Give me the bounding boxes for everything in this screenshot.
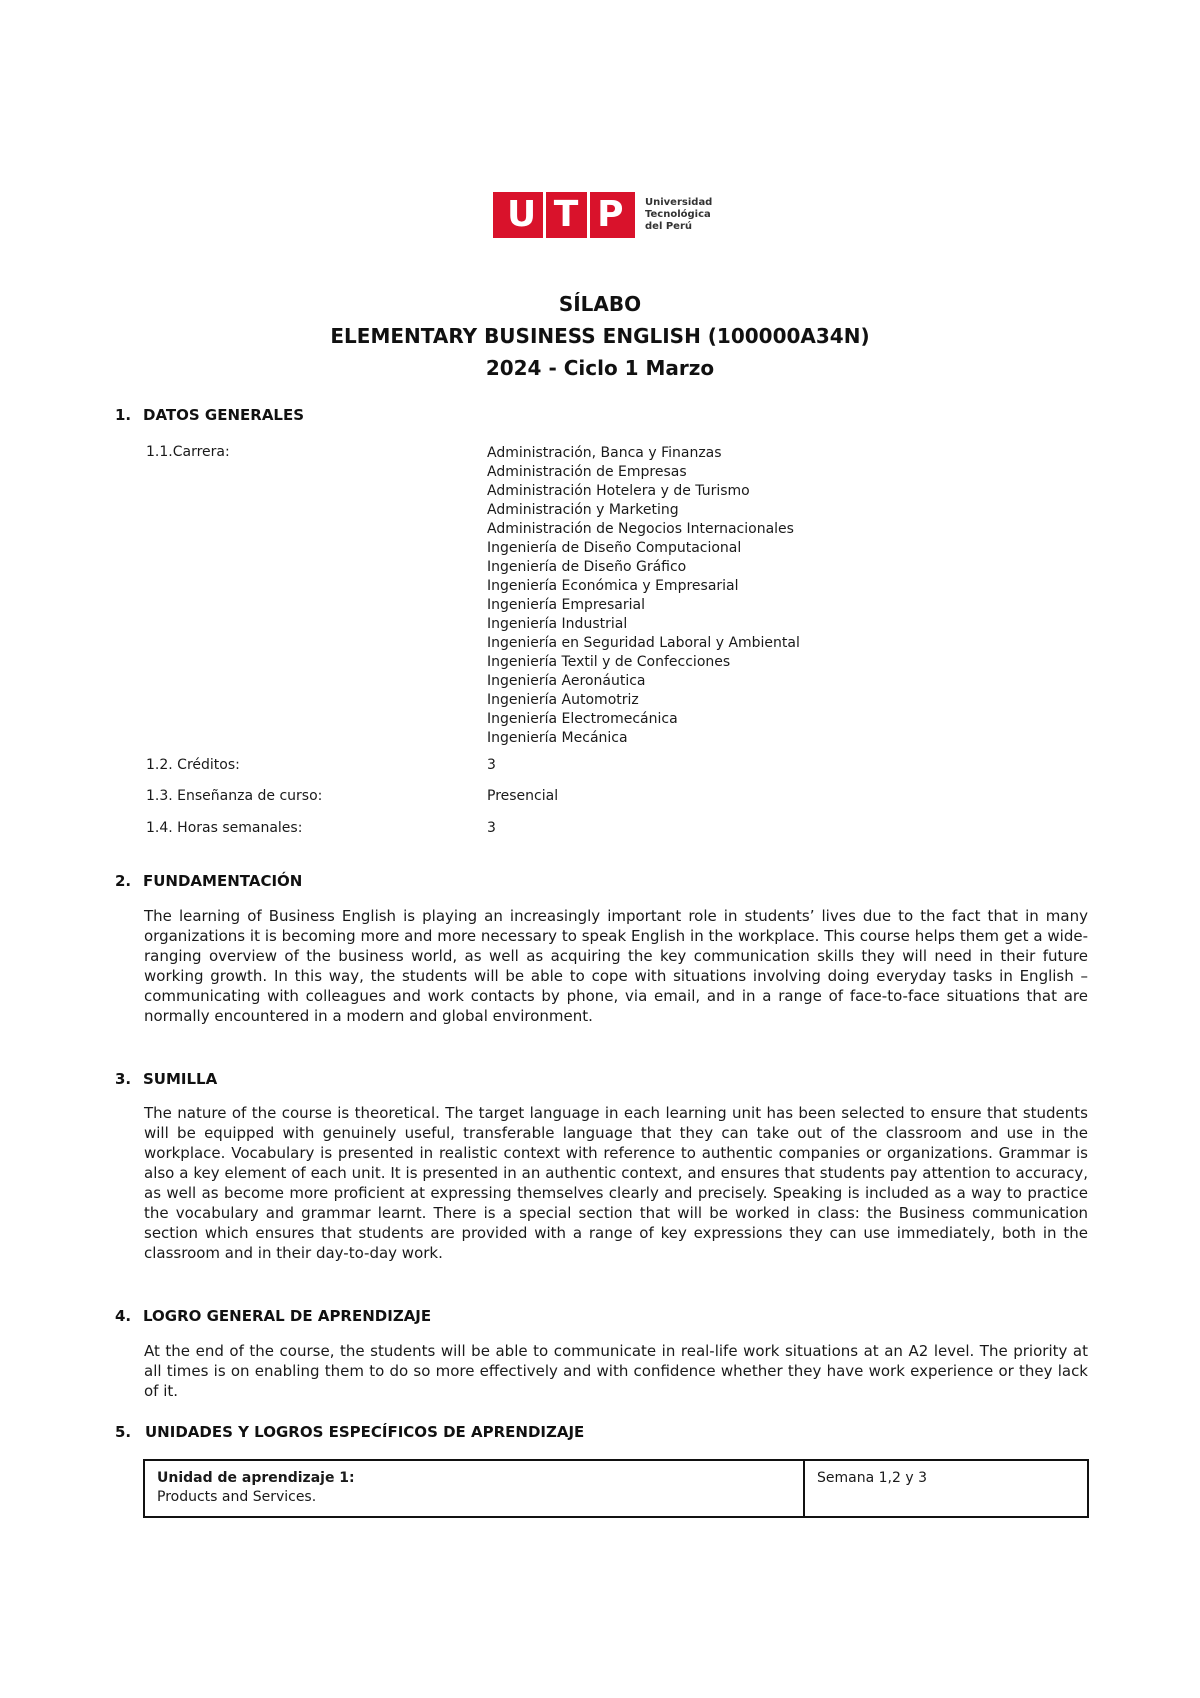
document-title-block	[0, 288, 1200, 384]
period-title: 2024 - Ciclo 1 Marzo	[485, 356, 715, 380]
logo-text-line: del Perú	[645, 221, 693, 232]
hours-value: 3	[487, 820, 496, 836]
credits-label: 1.2. Créditos:	[146, 757, 240, 773]
career-item: Ingeniería de Diseño Computacional	[487, 540, 742, 556]
unit-table	[143, 1459, 1089, 1518]
section-number: 3.	[115, 1070, 132, 1088]
career-item: Ingeniería Electromecánica	[487, 711, 678, 727]
career-label: 1.1.Carrera:	[146, 444, 230, 460]
course-title: ELEMENTARY BUSINESS ENGLISH (100000A34N)	[330, 324, 870, 348]
section-number: 4.	[115, 1307, 132, 1325]
unit-name: Products and Services.	[157, 1489, 317, 1505]
unit-weeks: Semana 1,2 y 3	[817, 1470, 927, 1486]
logo-letter-t: T	[543, 192, 586, 238]
logo-text-line: Universidad	[645, 197, 713, 208]
career-item: Administración Hotelera y de Turismo	[487, 483, 750, 499]
section-number: 5.	[115, 1423, 132, 1441]
section-title: FUNDAMENTACIÓN	[143, 872, 303, 890]
credits-value: 3	[487, 757, 496, 773]
unit-weeks-cell	[805, 1461, 1087, 1516]
career-item: Ingeniería Textil y de Confecciones	[487, 654, 731, 670]
career-item: Ingeniería Empresarial	[487, 597, 645, 613]
section-number: 2.	[115, 872, 132, 890]
section-heading-fundamentacion	[115, 872, 302, 890]
logo-letter-p: P	[587, 192, 630, 238]
section-title: DATOS GENERALES	[143, 406, 305, 424]
mode-label: 1.3. Enseñanza de curso:	[146, 788, 323, 804]
section-title: UNIDADES Y LOGROS ESPECÍFICOS DE APRENDIZAJE	[145, 1423, 585, 1441]
hours-label: 1.4. Horas semanales:	[146, 820, 303, 836]
career-item: Ingeniería en Seguridad Laboral y Ambiental	[487, 635, 800, 651]
unit-cell	[145, 1461, 805, 1516]
career-item: Administración y Marketing	[487, 502, 679, 518]
section-number: 1.	[115, 406, 132, 424]
section-title: SUMILLA	[143, 1070, 218, 1088]
logo-text-line: Tecnológica	[645, 209, 711, 220]
career-item: Ingeniería de Diseño Gráfico	[487, 559, 687, 575]
logro-general-text: At the end of the course, the students will be able to communicate in real-life work situations at an A2 level. The priority at all times is on enabling them to do so more effectively and with confidence whether they have work experience or they lack of it.	[144, 1342, 1088, 1400]
logo-letter-u: U	[507, 194, 537, 235]
document-title: SÍLABO	[558, 292, 642, 316]
career-item: Administración de Empresas	[487, 464, 687, 480]
career-item: Ingeniería Económica y Empresarial	[487, 578, 739, 594]
fundamentacion-text: The learning of Business English is playing an increasingly important role in students’ lives due to the fact that in many organizations it is becoming more and more necessary to speak English in the workplace. This course helps them get a wide-ranging overview of the business world, as well as acquiring the key communication skills they will need in their future working growth. In this way, the students will be able to cope with situations involving doing everyday tasks in English – communicating with colleagues and work contacts by phone, via email, and in a range of face-to-face situations that are normally encountered in a modern and global environment.	[144, 907, 1088, 1025]
career-item: Ingeniería Automotriz	[487, 692, 639, 708]
career-item: Ingeniería Industrial	[487, 616, 628, 632]
section-heading-sumilla	[115, 1070, 217, 1088]
unit-title: Unidad de aprendizaje 1:	[157, 1470, 355, 1486]
logo-university-name	[645, 197, 712, 233]
logo-mark	[493, 192, 635, 238]
career-item: Administración de Negocios Internacionales	[487, 521, 794, 537]
section-heading-logro-general	[115, 1307, 431, 1325]
utp-logo	[493, 192, 712, 238]
section-heading-unidades	[115, 1423, 584, 1441]
career-item: Administración, Banca y Finanzas	[487, 445, 722, 461]
mode-value: Presencial	[487, 788, 559, 804]
career-list	[487, 444, 800, 748]
section-heading-datos-generales	[115, 406, 304, 424]
section-title: LOGRO GENERAL DE APRENDIZAJE	[143, 1307, 432, 1325]
career-item: Ingeniería Aeronáutica	[487, 673, 646, 689]
career-item: Ingeniería Mecánica	[487, 730, 628, 746]
sumilla-text: The nature of the course is theoretical. The target language in each learning unit has been selected to ensure that students will be equipped with genuinely useful, transferable language that they can take out of the classroom and use in the workplace. Vocabulary is presented in realistic context with reference to authentic companies or organizations. Grammar is also a key element of each unit. It is presented in an authentic context, and ensures that students pay attention to accuracy, as well as become more proficient at expressing themselves clearly and precisely. Speaking is included as a way to practice the vocabulary and grammar learnt. There is a special section that will be worked in class: the Business communication section which ensures that students are provided with a range of key expressions they can use immediately, both in the classroom and in their day-to-day work.	[144, 1104, 1088, 1262]
